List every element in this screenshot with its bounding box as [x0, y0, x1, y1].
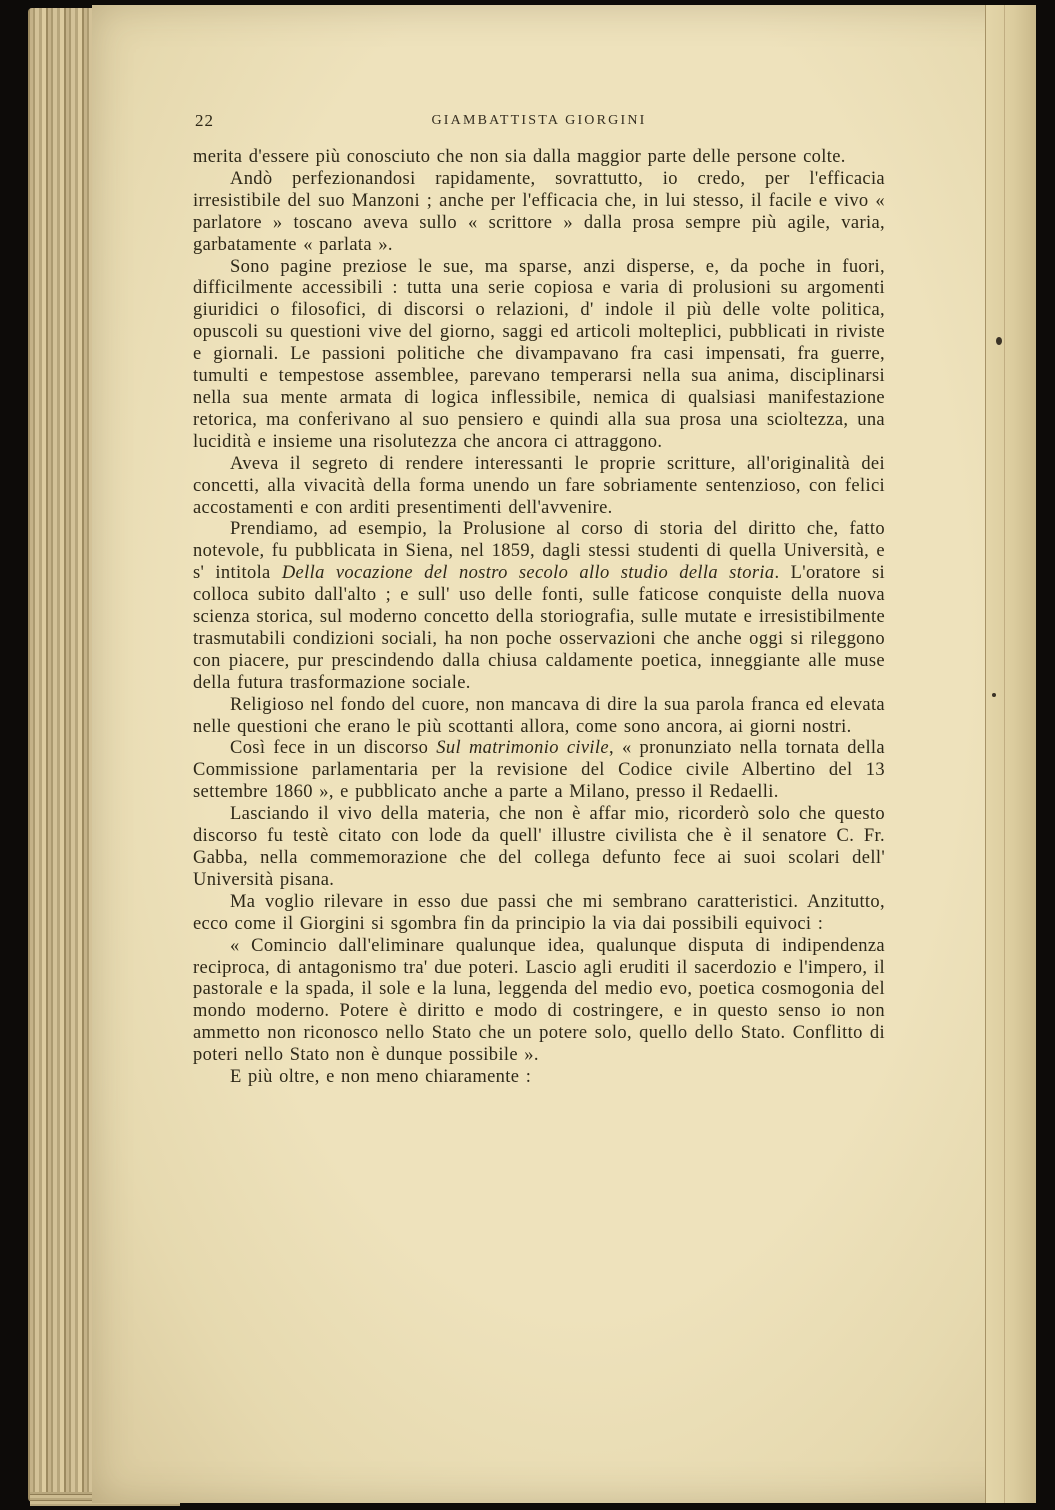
paragraph-text: Religioso nel fondo del cuore, non mancava di dire la sua parola franca ed elevata nelle questioni che erano le più scottanti allora, come sono ancora, ai giorni nostri. — [193, 694, 885, 737]
paragraph-text: « Comincio dall'eliminare qualunque idea, qualunque disputa di indipendenza reciproca, di antagonismo tra' due poteri. Lascio agli eruditi il sacerdozio e l'impero, il pastorale e la spada, il sole e la luna, leggenda del medio evo, poetica cosmogonia del mondo moderno. Potere è diritto e modo di costringere, e in questo senso io non ammetto non riconosco nello Stato che un potere solo, quello dello Stato. Conflitto di poteri nello Stato non è dunque possibile ». — [193, 935, 885, 1066]
scan-speck — [992, 693, 996, 697]
scan-speck — [996, 337, 1002, 345]
book-title-italic: Della vocazione del nostro secolo allo studio della storia — [281, 563, 775, 584]
book-page — [92, 5, 1036, 1503]
text-column — [193, 109, 885, 1089]
paragraph — [193, 892, 885, 936]
paragraph — [193, 519, 885, 694]
paragraph-text: merita d'essere più conosciuto che non sia dalla maggior parte delle persone colte. — [193, 147, 846, 167]
paragraph-text: Aveva il segreto di rendere interessanti le proprie scritture, all'originalità dei concetti, alla vivacità della forma unendo un fare sobriamente sentenzioso, con felici accostamenti e con arditi presentimenti dell'avvenire. — [193, 453, 885, 518]
paragraph-text: , « pronunziato nella tornata della Commissione parlamentaria per la revisione del Codice civile Albertino del 13 settembre 1860 », e pubblicato anche a parte a Milano, presso il Redaelli. — [193, 738, 885, 803]
paragraph-text: Così fece in un discorso — [230, 738, 437, 759]
paragraph-text: Andò perfezionandosi rapidamente, sovrattutto, io credo, per l'efficacia irresistibile del suo Manzoni ; anche per l'efficacia che, in lui stesso, il facile e vivo « parlatore » toscano aveva sullo « scrittore » dalla prosa sempre più agile, varia, garbatamente « parlata ». — [193, 168, 885, 255]
running-title: GIAMBATTISTA GIORGINI — [431, 113, 647, 128]
paragraph-text: Sono pagine preziose le sue, ma sparse, anzi disperse, e, da poche in fuori, difficilmente accessibili : tutta una serie copiosa e varia di prolusioni su argomenti giuridici o filosofici, di discorsi o relazioni, d' indole il più delle volte politica, opuscoli su questioni vive del giorno, saggi ed articoli molteplici, pubblicati in riviste e giornali. Le passioni politiche che divampavano fra casi impensati, fra guerre, tumulti e tempestose assemblee, parevano temperarsi nella sua anima, disciplinarsi nella sua mente armata di logica inflessibile, nemica di qualsiasi manifestazione retorica, ma conferivano al suo pensiero e quindi alla sua prosa una scioltezza, una lucidità e insieme una risolutezza che ancora ci attraggono. — [193, 256, 885, 452]
paragraph — [193, 936, 885, 1067]
paragraph-text: Prendiamo, ad esempio, la Prolusione al corso di storia del diritto che, fatto notevole, fu pubblicata in Siena, nel 1859, dagli stessi studenti di quella Università, e s' intitola — [193, 519, 885, 584]
paragraph — [193, 738, 885, 804]
book-title-italic: Sul matrimonio civile — [436, 738, 609, 759]
paragraph — [193, 454, 885, 520]
page-crease-line — [1004, 5, 1005, 1503]
paragraph — [193, 169, 885, 257]
text-block — [193, 147, 885, 1089]
paragraph — [193, 695, 885, 739]
paragraph-text: Lasciando il vivo della materia, che non è affar mio, ricorderò solo che questo discorso fu testè citato con lode da quell' illustre civilista che è il senatore C. Fr. Gabba, nella commemorazione che del collega defunto fece ai suoi scolari dell' Università pisana. — [193, 804, 885, 890]
paragraph-text: . L'oratore si colloca subito dall'alto ; e sull' uso delle fonti, sulle faticose conquiste della nuova scienza storica, sul moderno concetto della storiografia, sulle mutate e irresistibilmente trasmutabili condizioni sociali, ha non poche osservazioni che anche oggi si rileggono con piacere, pur prescindendo dalla chiusa caldamente poetica, inneggiante alle muse della futura trasformazione sociale. — [193, 563, 886, 693]
paragraph — [193, 804, 885, 892]
page-number: 22 — [195, 111, 214, 130]
paragraph-text: Ma voglio rilevare in esso due passi che mi sembrano caratteristici. Anzitutto, ecco come il Giorgini si sgombra fin da principio la via dai possibili equivoci : — [193, 891, 885, 934]
paragraph — [193, 1067, 885, 1089]
running-head — [193, 109, 885, 147]
page-curl-strip — [985, 5, 1036, 1503]
paragraph — [193, 257, 885, 454]
page-edges-left — [28, 8, 92, 1502]
paragraph-text: E più oltre, e non meno chiaramente : — [230, 1067, 532, 1088]
paragraph — [193, 147, 885, 169]
